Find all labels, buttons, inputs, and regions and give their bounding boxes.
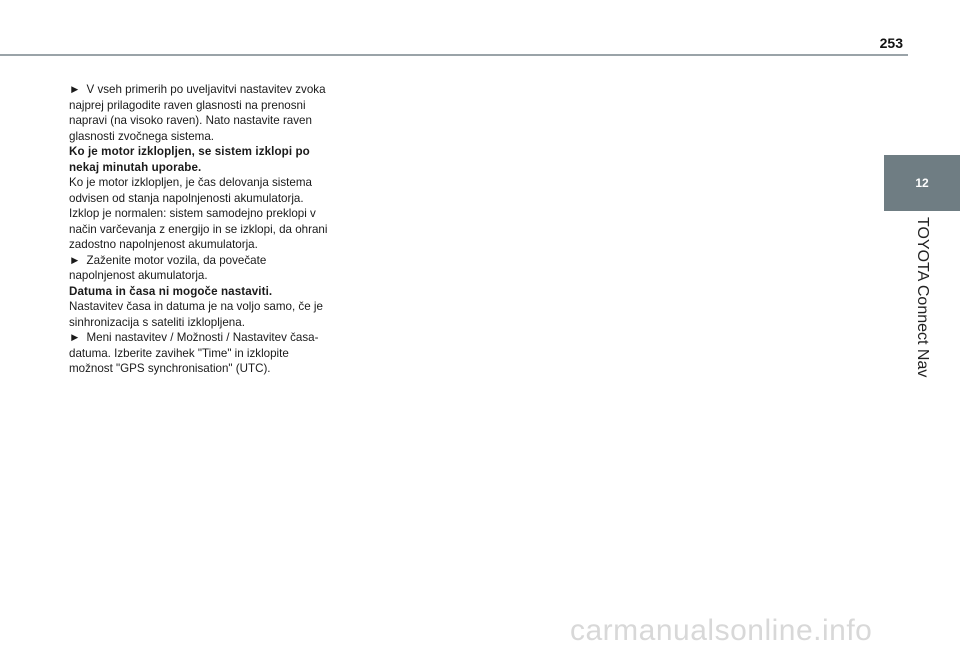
heading-date-time: Datuma in časa ni mogoče nastaviti. — [69, 284, 273, 298]
paragraph-start-engine — [69, 253, 329, 284]
paragraph-text: V vseh primerih po uveljavitvi nastavitev zvoka najprej prilagodite raven glasnosti na prenosni napravi (na visoko raven). Nato nastavite raven glasnosti zvočnega sistema. — [69, 83, 326, 143]
chapter-title: TOYOTA Connect Nav — [914, 216, 931, 378]
arrow-bullet-icon: ► — [69, 331, 81, 344]
paragraph-time-setting: Nastavitev časa in datuma je na voljo samo, če je sinhronizacija s sateliti izklopljena. — [69, 300, 323, 329]
chapter-tab-number: 12 — [915, 176, 929, 190]
arrow-bullet-icon: ► — [69, 253, 81, 267]
page-number: 253 — [879, 35, 903, 51]
paragraph-text: Meni nastavitev / Možnosti / Nastavitev časa-datuma. Izberite zavihek "Time" in izklopite možnost "GPS synchronisation" (UTC). — [69, 331, 319, 375]
paragraph-shutdown-normal: Izklop je normalen: sistem samodejno preklopi v način varčevanja z energijo in se izklopi, da ohrani zadostno napolnjenost akumulatorja. — [69, 207, 328, 251]
paragraph-text: Zaženite motor vozila, da povečate napolnjenost akumulatorja. — [69, 253, 267, 282]
paragraph-sound-settings — [69, 82, 329, 144]
paragraph-menu-path — [69, 330, 329, 377]
header-divider — [0, 54, 908, 56]
heading-engine-off: Ko je motor izklopljen, se sistem izklopi po nekaj minutah uporabe. — [69, 145, 310, 174]
watermark: carmanualsonline.info — [570, 614, 873, 647]
paragraph-operating-time: Ko je motor izklopljen, je čas delovanja sistema odvisen od stanja napolnjenosti akumulatorja. — [69, 176, 312, 205]
arrow-bullet-icon: ► — [69, 83, 81, 96]
chapter-tab — [884, 155, 960, 211]
content-column — [69, 82, 329, 377]
